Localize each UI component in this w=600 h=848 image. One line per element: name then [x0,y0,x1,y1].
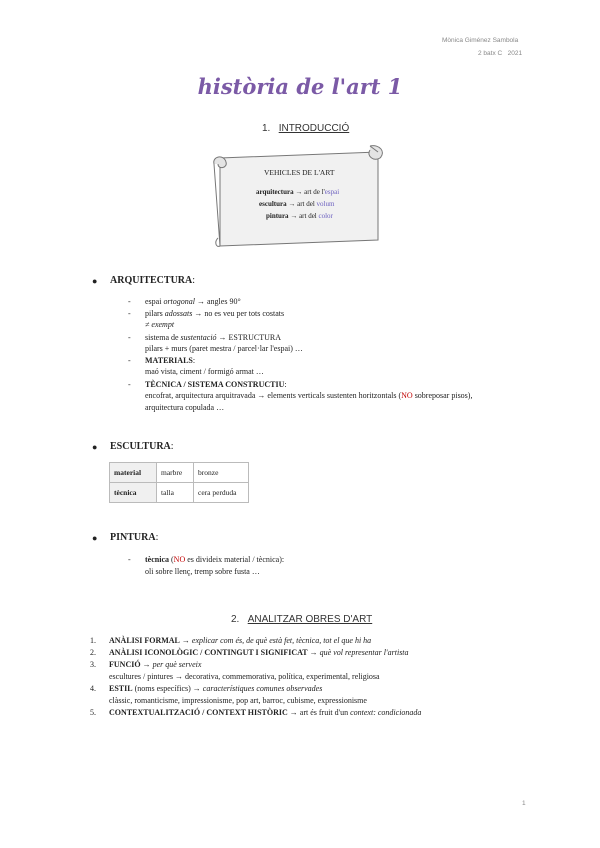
section-heading-analitzar: 2. ANALITZAR OBRES D'ART [231,614,373,625]
scroll-row-pintura: pintura → art del color [266,212,333,220]
arq-item-materials-detail: maó vista, ciment / formigó armat … [145,367,264,376]
course-label: 2 batx C 2021 [478,50,523,57]
table-cell: bronze [194,463,249,483]
table-cell: material [110,463,157,483]
escultura-table [109,462,249,503]
arq-item-sistema-detail: pilars + murs (paret mestra / parcel·lar l'espai) … [145,344,303,353]
bullet-icon: ● [92,533,98,543]
arq-item-pilars-note: ≠ exempt [145,320,175,329]
list-number: 4. [90,684,96,693]
dash-icon: - [128,309,131,318]
list-number: 5. [90,708,96,717]
list-number: 1. [90,636,96,645]
list-number: 3. [90,660,96,669]
list-item-analisi-formal: ANÀLISI FORMAL → explicar com és, de què està fet, tècnica, tot el que hi ha [109,636,372,645]
dash-icon: - [128,333,131,342]
list-item-estil-detail: clàssic, romanticisme, impressionisme, pop art, barroc, cubisme, expressionisme [109,696,367,705]
dash-icon: - [128,555,131,564]
pintura-heading: PINTURA: [110,532,159,543]
arq-item-sistema: sistema de sustentació → ESTRUCTURA [145,333,281,342]
dash-icon: - [128,356,131,365]
dash-icon: - [128,297,131,306]
escultura-heading: ESCULTURA: [110,441,174,452]
pintura-item-tecnica: tècnica (NO es divideix material / tècnica): [145,555,285,564]
page-number: 1 [522,800,526,807]
bullet-icon: ● [92,276,98,286]
list-item-estil: ESTIL (noms específics) → característiques comunes observades [109,684,323,693]
arq-item-espai: espai ortogonal → angles 90° [145,297,241,306]
arq-item-tecnica: TÈCNICA / SISTEMA CONSTRUCTIU: [145,380,287,389]
table-row [110,483,249,503]
list-item-context: CONTEXTUALITZACIÓ / CONTEXT HISTÒRIC → art és fruit d'un context: condicionada [109,708,422,717]
bullet-icon: ● [92,442,98,452]
arquitectura-heading: ARQUITECTURA: [110,275,196,286]
dash-icon: - [128,380,131,389]
arq-item-tecnica-detail: encofrat, arquitectura arquitravada → elements verticals sustenten horitzontals (NO sobreposar pisos), [145,391,473,400]
list-number: 2. [90,648,96,657]
table-cell: marbre [157,463,194,483]
scroll-row-escultura: escultura → art del volum [259,200,335,208]
arq-item-pilars: pilars adossats → no es veu per tots costats [145,309,285,318]
table-cell: cera perduda [194,483,249,503]
table-cell: talla [157,483,194,503]
author-name: Mònica Giménez Sambola [442,37,519,44]
arq-item-materials: MATERIALS: [145,356,196,365]
list-item-funcio: FUNCIÓ → per què serveix [109,660,202,669]
table-row [110,463,249,483]
list-item-funcio-detail: escultures / pintures → decorativa, commemorativa, política, experimental, religiosa [109,672,380,681]
scroll-row-arquitectura: arquitectura → art de l'espai [256,188,340,196]
scroll-heading: VEHICLES DE L'ART [264,168,335,177]
page-title: història de l'art 1 [197,74,403,99]
section-heading-introduccio: 1. INTRODUCCIÓ [262,123,350,134]
pintura-item-detail: oli sobre llenç, tremp sobre fusta … [145,567,260,576]
list-item-analisi-iconologic: ANÀLISI ICONOLÒGIC / CONTINGUT I SIGNIFICAT → què vol representar l'artista [109,648,409,657]
arq-item-tecnica-detail-2: arquitectura copulada … [145,403,225,412]
table-cell: tècnica [110,483,157,503]
